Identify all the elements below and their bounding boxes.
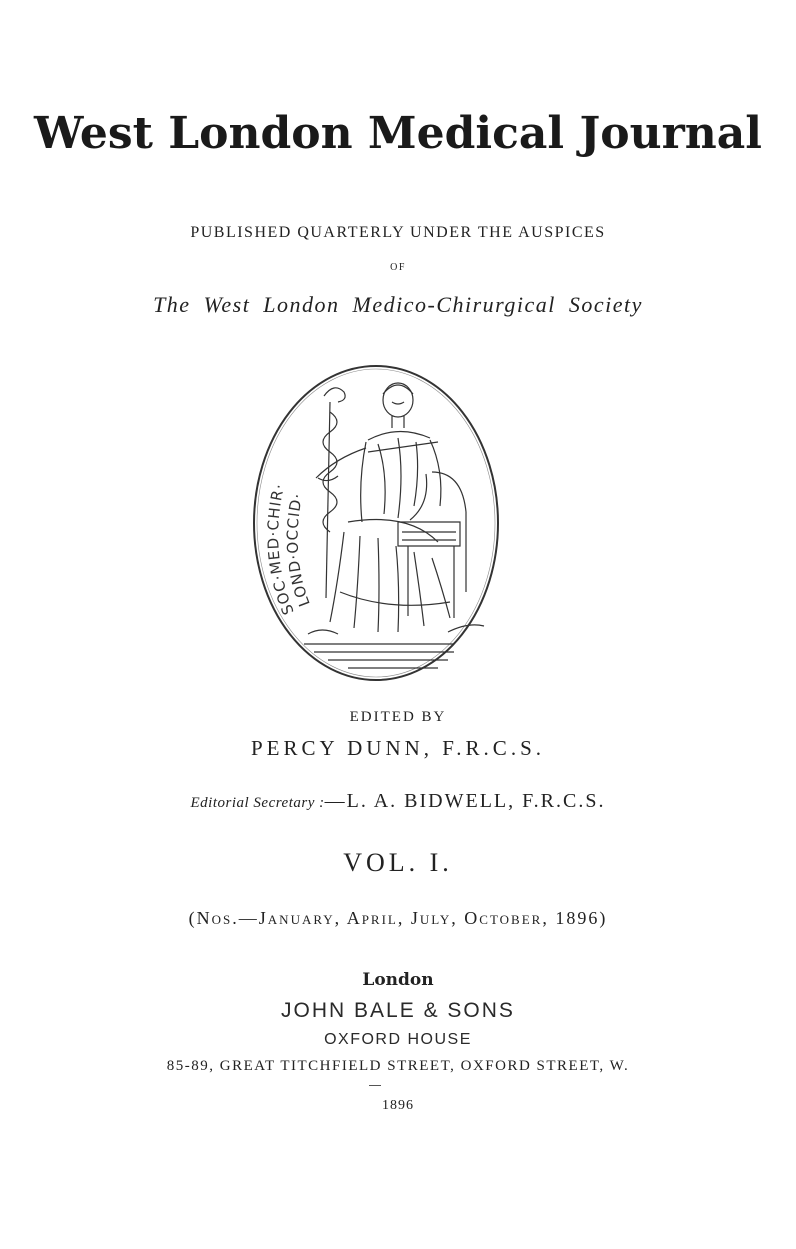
publication-year: 1896: [382, 1098, 414, 1113]
editorial-secretary: [0, 790, 796, 813]
society-name: The West London Medico-Chirurgical Society: [153, 292, 643, 317]
editor-name: PERCY DUNN, F.R.C.S.: [250, 736, 545, 760]
publisher-house: OXFORD HOUSE: [324, 1031, 472, 1048]
secretary-label: Editorial Secretary :: [190, 795, 325, 811]
edited-by-label: EDITED BY: [349, 709, 447, 725]
of-line: OF: [390, 262, 406, 273]
publisher-name: JOHN BALE & SONS: [281, 999, 515, 1022]
seal-inscription-outer: SOC·MED·CHIR·: [264, 481, 298, 618]
journal-title: West London Medical Journal: [34, 108, 762, 159]
society-seal: [248, 362, 506, 684]
seated-figure-engraving: [304, 383, 484, 668]
secretary-name: —L. A. BIDWELL, F.R.C.S.: [324, 790, 606, 812]
seal-inscription-inner: LOND·OCCID·: [283, 490, 314, 610]
publisher-address: 85-89, GREAT TITCHFIELD STREET, OXFORD STREET, W.: [166, 1058, 630, 1074]
divider-dash: [369, 1085, 381, 1086]
issue-numbers: (Nos.—January, April, July, October, 1896): [188, 908, 608, 928]
place-of-publication: London: [362, 970, 434, 990]
published-line: PUBLISHED QUARTERLY UNDER THE AUSPICES: [190, 224, 606, 241]
volume-number: VOL. I.: [343, 848, 453, 877]
